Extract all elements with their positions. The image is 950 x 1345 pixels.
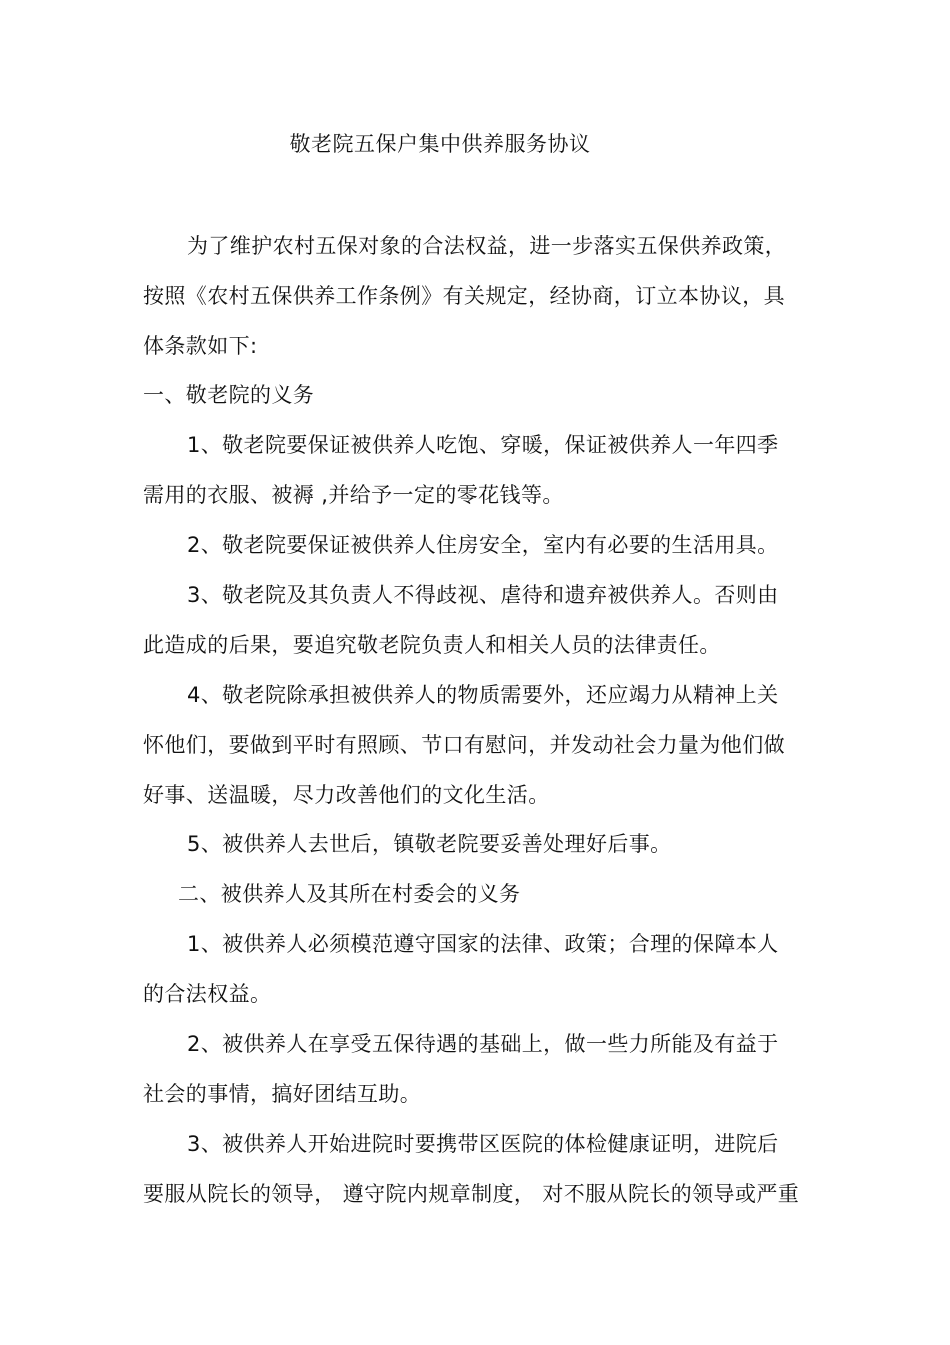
paragraph-line: 怀他们，要做到平时有照顾、节口有慰问，并发动社会力量为他们做 — [143, 733, 785, 757]
paragraph-line: 5、被供养人去世后，镇敬老院要妥善处理好后事。 — [187, 832, 672, 856]
paragraph-line: 按照《农村五保供养工作条例》有关规定，经协商，订立本协议，具 — [143, 284, 785, 308]
document-title: 敬老院五保户集中供养服务协议 — [289, 132, 591, 156]
paragraph-line: 4、敬老院除承担被供养人的物质需要外，还应竭力从精神上关 — [187, 683, 779, 707]
paragraph-line: 好事、送温暖，尽力改善他们的文化生活。 — [143, 783, 550, 807]
paragraph-line: 1、被供养人必须模范遵守国家的法律、政策；合理的保障本人 — [187, 932, 779, 956]
section-heading: 一、敬老院的义务 — [143, 383, 315, 407]
paragraph-line: 2、敬老院要保证被供养人住房安全，室内有必要的生活用具。 — [187, 533, 779, 557]
paragraph-line: 3、敬老院及其负责人不得歧视、虐待和遗弃被供养人。否则由 — [187, 583, 779, 607]
paragraph-line: 社会的事情，搞好团结互助。 — [143, 1082, 422, 1106]
paragraph-line: 要服从院长的领导， 遵守院内规章制度， 对不服从院长的领导或严重 — [143, 1182, 800, 1206]
paragraph-line: 2、被供养人在享受五保待遇的基础上，做一些力所能及有益于 — [187, 1032, 779, 1056]
paragraph-line: 需用的衣服、被褥 ,并给予一定的零花钱等。 — [143, 483, 564, 507]
paragraph-line: 为了维护农村五保对象的合法权益，进一步落实五保供养政策， — [187, 234, 787, 258]
paragraph-line: 体条款如下: — [143, 334, 258, 358]
paragraph-line: 此造成的后果，要追究敬老院负责人和相关人员的法律责任。 — [143, 633, 721, 657]
paragraph-line: 的合法权益。 — [143, 982, 272, 1006]
paragraph-line: 1、敬老院要保证被供养人吃饱、穿暖，保证被供养人一年四季 — [187, 433, 779, 457]
section-heading: 二、被供养人及其所在村委会的义务 — [178, 882, 521, 906]
paragraph-line: 3、被供养人开始进院时要携带区医院的体检健康证明，进院后 — [187, 1132, 779, 1156]
